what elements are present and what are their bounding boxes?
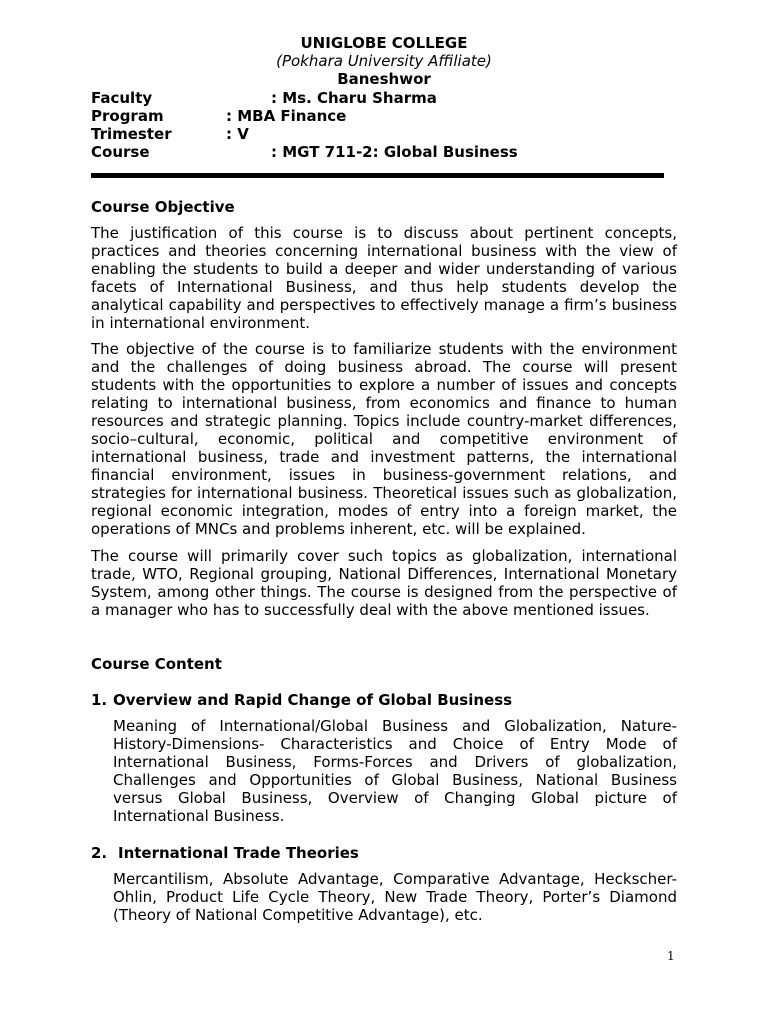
content-heading: Course Content bbox=[91, 655, 222, 673]
objective-paragraph-2: The objective of the course is to familiarize students with the environment and the challenges of doing business abroad. The course will present students with the opportunities to explore a number of issues and concepts relating to international business, from economics and finance to human resources and strategic planning. Topics include country-market differences, socio–cultural, economic, political and competitive environment of international business, trade and investment patterns, the international financial environment, issues in business-government relations, and strategies for international business. Theoretical issues such as globalization, regional economic integration, modes of entry into a foreign market, the operations of MNCs and problems inherent, etc. will be explained. bbox=[91, 340, 677, 538]
course-label: Course bbox=[91, 143, 150, 161]
unit-2-description: Mercantilism, Absolute Advantage, Comparative Advantage, Heckscher- Ohlin, Product Life Cycle Theory, New Trade Theory, Porter’s Diamond (Theory of National Competitive Advantage), etc. bbox=[113, 870, 677, 924]
page-number: 1 bbox=[667, 949, 675, 963]
program-value: : MBA Finance bbox=[226, 107, 347, 125]
unit-2-title: International Trade Theories bbox=[118, 844, 359, 862]
affiliation: (Pokhara University Affiliate) bbox=[276, 52, 492, 70]
unit-1-description: Meaning of International/Global Business and Globalization, Nature- History-Dimensions- Characteristics and Choice of Entry Mode of International Business, Forms-Forces and Drivers of globalization, Challenges and Opportunities of Global Business, National Business versus Global Business, Overview of Changing Global picture of International Business. bbox=[113, 717, 677, 825]
faculty-label: Faculty bbox=[91, 89, 153, 107]
faculty-value: : Ms. Charu Sharma bbox=[271, 89, 437, 107]
unit-1-number: 1. bbox=[91, 691, 108, 709]
unit-2-number: 2. bbox=[91, 844, 108, 862]
objective-heading: Course Objective bbox=[91, 198, 235, 216]
trimester-value: : V bbox=[226, 125, 249, 143]
objective-paragraph-1: The justification of this course is to discuss about pertinent concepts, practices and theories concerning international business with the view of enabling the students to build a deeper and wider understanding of various facets of International Business, and thus help students develop the analytical capability and perspectives to effectively manage a firm’s business in international environment. bbox=[91, 224, 677, 332]
trimester-label: Trimester bbox=[91, 125, 172, 143]
unit-1-title: Overview and Rapid Change of Global Business bbox=[113, 691, 513, 709]
college-name: UNIGLOBE COLLEGE bbox=[300, 34, 468, 52]
course-value: : MGT 711-2: Global Business bbox=[271, 143, 518, 161]
objective-paragraph-3: The course will primarily cover such topics as globalization, international trade, WTO, Regional grouping, National Differences, International Monetary System, among other things. The course is designed from the perspective of a manager who has to successfully deal with the above mentioned issues. bbox=[91, 547, 677, 619]
header-divider bbox=[91, 173, 664, 178]
program-label: Program bbox=[91, 107, 164, 125]
location: Baneshwor bbox=[337, 70, 431, 88]
